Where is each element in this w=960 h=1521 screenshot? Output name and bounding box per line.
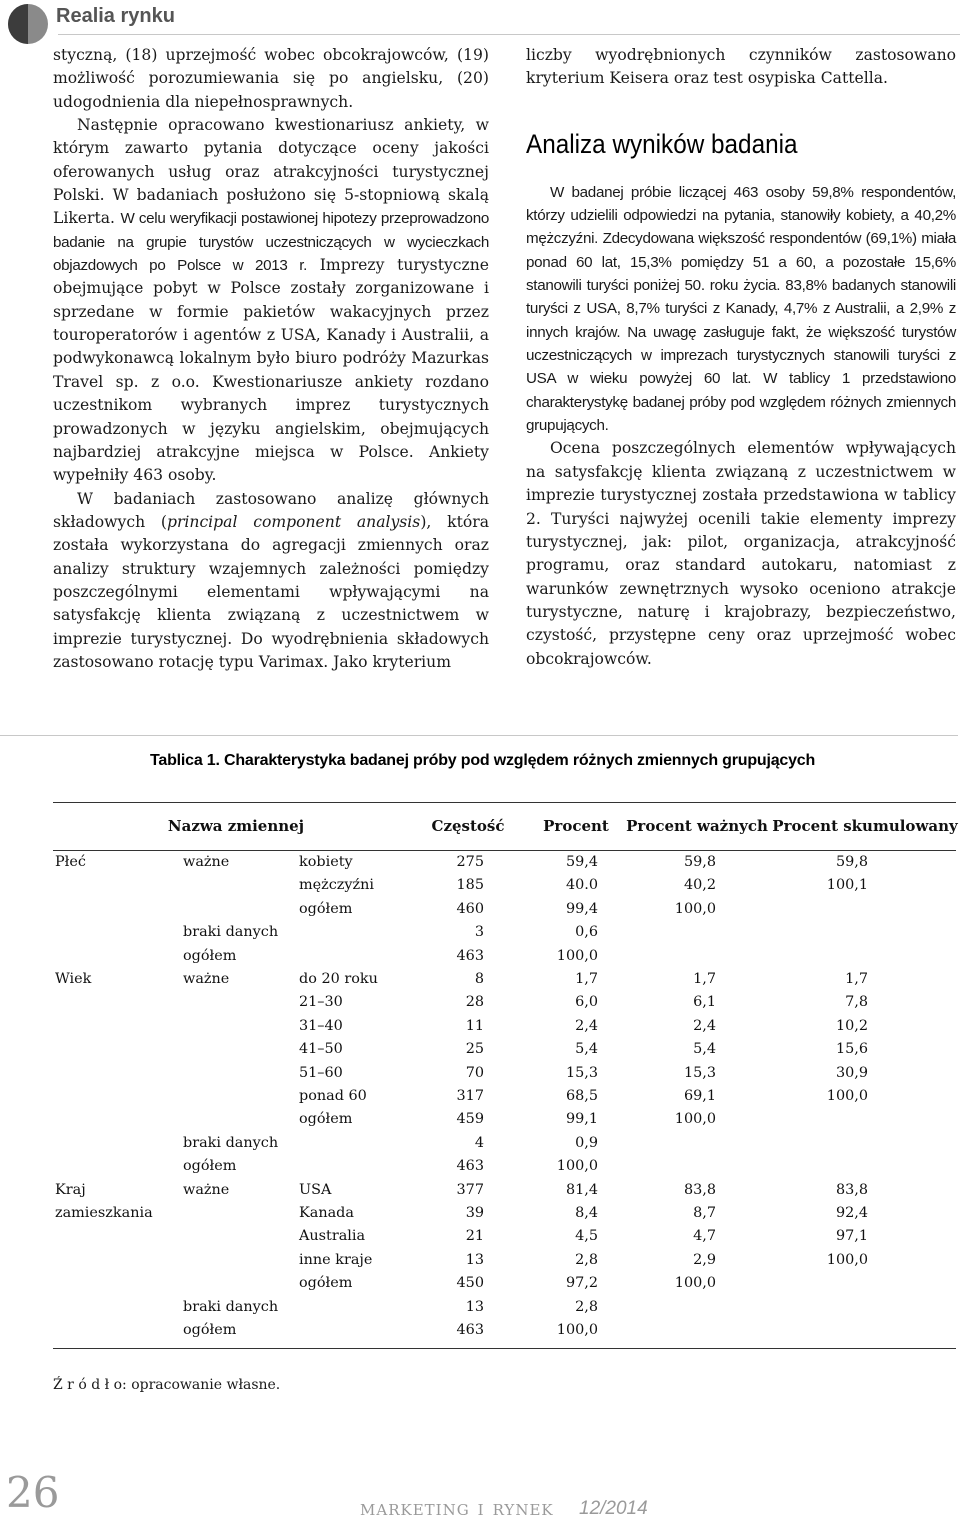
table-cell: 100,0 xyxy=(556,1322,598,1338)
table-cell: 4,7 xyxy=(693,1228,716,1245)
table-cell: 4,5 xyxy=(575,1228,598,1245)
table-cell: 0,9 xyxy=(575,1134,598,1151)
page-number: 26 xyxy=(6,1468,60,1517)
table-cell: zamieszkania xyxy=(55,1205,153,1221)
table-cell: 59,8 xyxy=(835,854,868,870)
table-bottom-rule xyxy=(53,1348,956,1349)
table-cell: ogółem xyxy=(183,1158,237,1175)
table-cell: 15,3 xyxy=(565,1064,598,1081)
journal-issue: 12/2014 xyxy=(579,1498,648,1519)
table-cell: 39 xyxy=(465,1205,484,1221)
paragraph: W badaniach zastosowano analizę głównych składowych (principal component analysis), która została wykorzystana do agregacji zmiennych oraz analizy struktury wzajemnych zależności pomiędzy poszczególnymi elementami wpływającymi na satysfakcję klienta związaną z uczestnictwem w imprezie turystycznej. Do wyodrębnienia składowych zastosowano rotację typu Varimax. Jako kryterium xyxy=(53,489,489,671)
table-cell: ogółem xyxy=(183,947,237,964)
table-cell: 1,7 xyxy=(845,971,868,987)
table-cell: 6,0 xyxy=(575,994,598,1011)
table-cell: 100,0 xyxy=(674,1275,716,1292)
table-top-rule xyxy=(53,802,956,803)
table-cell: 8 xyxy=(474,971,484,987)
table-cell: 21 xyxy=(465,1228,484,1245)
section-heading: Analiza wyników badania xyxy=(526,128,798,159)
table-cell: 31–40 xyxy=(299,1017,343,1034)
table-cell: 463 xyxy=(456,1322,484,1338)
table-cell: 1,7 xyxy=(693,971,716,987)
table-cell: ogółem xyxy=(299,1275,353,1292)
table-cell: 99,4 xyxy=(565,900,598,917)
table-cell: 275 xyxy=(456,854,484,870)
table-cell: 460 xyxy=(456,900,484,917)
table-cell: 463 xyxy=(456,1158,484,1175)
table-cell: 5,4 xyxy=(693,1041,716,1058)
table-cell: 30,9 xyxy=(835,1064,868,1081)
right-column xyxy=(526,44,956,671)
column-header: Procent ważnych xyxy=(626,817,768,835)
table-cell: ważne xyxy=(183,971,230,987)
table-cell: 41–50 xyxy=(299,1041,343,1058)
column-header: Nazwa zmiennej xyxy=(167,817,305,835)
table-cell: 7,8 xyxy=(845,994,868,1011)
table-cell: 450 xyxy=(456,1275,484,1292)
table-cell: braki danych xyxy=(183,1298,279,1315)
table-cell: ogółem xyxy=(183,1322,237,1338)
table-cell: 6,1 xyxy=(693,994,716,1011)
table-cell: 100,0 xyxy=(826,1088,868,1104)
table-cell: 100,0 xyxy=(674,1111,716,1128)
table-cell: ogółem xyxy=(299,1111,353,1128)
table-cell: 99,1 xyxy=(565,1111,598,1128)
table-cell: ponad 60 xyxy=(299,1088,367,1104)
table-cell: 92,4 xyxy=(835,1205,868,1221)
table-cell: ważne xyxy=(183,854,230,870)
paragraph: liczby wyodrębnionych czynników zastosowano kryterium Keisera oraz test osypiska Cattella. xyxy=(526,46,956,88)
table-cell: 10,2 xyxy=(835,1017,868,1034)
table-cell: 317 xyxy=(456,1088,484,1104)
table-cell: 100,0 xyxy=(674,900,716,917)
table-cell: USA xyxy=(299,1181,332,1198)
table-cell: 97,1 xyxy=(835,1228,868,1245)
table-cell: 1,7 xyxy=(575,971,598,987)
separator-rule xyxy=(0,735,958,736)
header-rule xyxy=(58,34,960,35)
table-cell: mężczyźni xyxy=(299,877,374,894)
table-cell: 8,7 xyxy=(693,1205,716,1221)
table-caption: Tablica 1. Charakterystyka badanej próby pod względem różnych zmiennych grupujących xyxy=(150,752,816,769)
table-cell: 25 xyxy=(465,1041,484,1058)
column-header: Procent skumulowany xyxy=(772,817,958,835)
table-cell: 83,8 xyxy=(835,1181,868,1198)
table-cell: 3 xyxy=(474,924,484,941)
table-cell: 463 xyxy=(456,947,484,964)
table-cell: 100,0 xyxy=(556,947,598,964)
table-cell: 100,1 xyxy=(826,877,868,894)
table-cell: 100,0 xyxy=(556,1158,598,1175)
table-header-rule xyxy=(53,850,956,851)
table-cell: Australia xyxy=(299,1228,366,1245)
table-cell: 15,6 xyxy=(835,1041,868,1058)
table-cell: inne kraje xyxy=(299,1251,373,1268)
table-cell: 8,4 xyxy=(575,1205,598,1221)
table-cell: 68,5 xyxy=(565,1088,598,1104)
table-cell: 2,4 xyxy=(575,1017,598,1034)
table-cell: ogółem xyxy=(299,900,353,917)
section-label: Realia rynku xyxy=(56,5,175,27)
table-cell: 40.0 xyxy=(565,877,598,894)
column-header: Częstość xyxy=(431,817,505,835)
table-cell: 69,1 xyxy=(683,1088,716,1104)
table-cell: Płeć xyxy=(55,854,86,870)
table-cell: 11 xyxy=(465,1017,484,1034)
paragraph: W badanej próbie liczącej 463 osoby 59,8% respondentów, którzy udzielili odpowiedzi na pytania, stanowiły kobiety, a 40,2% mężczyźni. Zdecydowana większość respondentów (69,1%) miała ponad 60 lat, 15,3% pomiędzy 51 a 60, a pozostałe 15,6% stanowili turyści poniżej 50. roku życia. 83,8% badanych stanowili turyści z USA, 8,7% turyści z Kanady, 4,7% z Australii, a 2,9% z innych krajów. Na uwagę zasługuje fakt, że większość turystów uczestniczących w imprezach turystycznych stanowili turyści z USA w wieku powyżej 60 lat. W tablicy 1 przedstawiono charakterystykę badanej próby pod względem różnych zmiennych grupujących. xyxy=(526,183,956,435)
table-cell: Wiek xyxy=(55,971,92,987)
table-cell: 13 xyxy=(465,1298,484,1315)
table-cell: 2,4 xyxy=(693,1017,716,1034)
source-note: Ź r ó d ł o: opracowanie własne. xyxy=(53,1377,281,1393)
table-cell: 28 xyxy=(465,994,484,1011)
table-cell: 59,4 xyxy=(565,854,598,870)
table-cell: 59,8 xyxy=(683,854,716,870)
table-cell: 51–60 xyxy=(299,1064,343,1081)
paragraph: styczną, (18) uprzejmość wobec obcokrajowców, (19) możliwość porozumiewania się po angielsku, (20) udogodnienia dla niepełnosprawnych. xyxy=(53,46,489,111)
paragraph: Następnie opracowano kwestionariusz ankiety, w którym zawarto pytania dotyczące oceny jakości oferowanych usług oraz atrakcyjności turystycznej Polski. W badaniach posłużono się 5-stopniową skalą Likerta. W celu weryfikacji postawionej hipotezy przeprowadzono badanie na grupie turystów uczestniczących w wycieczkach objazdowych po Polsce w 2013 r. Imprezy turystyczne obejmujące pobyt w Polsce zostały zorganizowane i sprzedane w formie pakietów wakacyjnych przez touroperatorów i agentów z USA, Kanady i Australii, a podwykonawcą lokalnym było biuro podróży Mazurkas Travel sp. z o.o. Kwestionariusze ankiety rozdano uczestnikom wybranych imprez turystycznych prowadzonych w języku angielskim, obejmujących najbardziej atrakcyjne miejsca w Polsce. Ankiety wypełniły 463 osoby. xyxy=(53,116,489,485)
column-header: Procent xyxy=(543,817,609,835)
table-cell: 40,2 xyxy=(683,877,716,894)
table-cell: Kanada xyxy=(299,1205,354,1221)
table-cell: 2,8 xyxy=(575,1298,598,1315)
table-cell: 185 xyxy=(456,877,484,894)
table-cell: 377 xyxy=(456,1181,484,1198)
table-cell: do 20 roku xyxy=(299,971,378,987)
table-cell: 0,6 xyxy=(575,924,598,941)
table-cell: 70 xyxy=(465,1064,484,1081)
table-cell: 81,4 xyxy=(565,1181,598,1198)
table-cell: 97,2 xyxy=(565,1275,598,1292)
table-cell: 13 xyxy=(465,1251,484,1268)
table-cell: 4 xyxy=(474,1134,484,1151)
journal-title: marketing i rynek xyxy=(360,1496,554,1521)
table-cell: braki danych xyxy=(183,1134,279,1151)
table-cell: 5,4 xyxy=(575,1041,598,1058)
table-cell: braki danych xyxy=(183,924,279,941)
table-cell: 459 xyxy=(456,1111,484,1128)
section-logo-icon xyxy=(8,4,48,44)
left-column xyxy=(53,44,489,674)
table-cell: 15,3 xyxy=(683,1064,716,1081)
table-cell: 2,8 xyxy=(575,1251,598,1268)
paragraph: Ocena poszczególnych elementów wpływających na satysfakcję klienta związaną z uczestnictwem w imprezie turystycznej została przedstawiona w tablicy 2. Turyści najwyżej ocenili takie elementy imprezy turystycznej, jak: pilot, organizacja, atrakcyjność programu, oraz standard autokaru, natomiast z warunków zewnętrznych wysoko oceniono atrakcje turystyczne, naturę i krajobrazy, bezpieczeństwo, czystość, przystępne ceny oraz uprzejmość wobec obcokrajowców. xyxy=(526,439,956,668)
table-cell: kobiety xyxy=(299,854,353,870)
table-cell: 2,9 xyxy=(693,1251,716,1268)
table-cell: Kraj xyxy=(55,1181,86,1198)
table-cell: 83,8 xyxy=(683,1181,716,1198)
table-cell: 21–30 xyxy=(299,994,343,1011)
table-cell: 100,0 xyxy=(826,1251,868,1268)
table-cell: ważne xyxy=(183,1181,230,1198)
